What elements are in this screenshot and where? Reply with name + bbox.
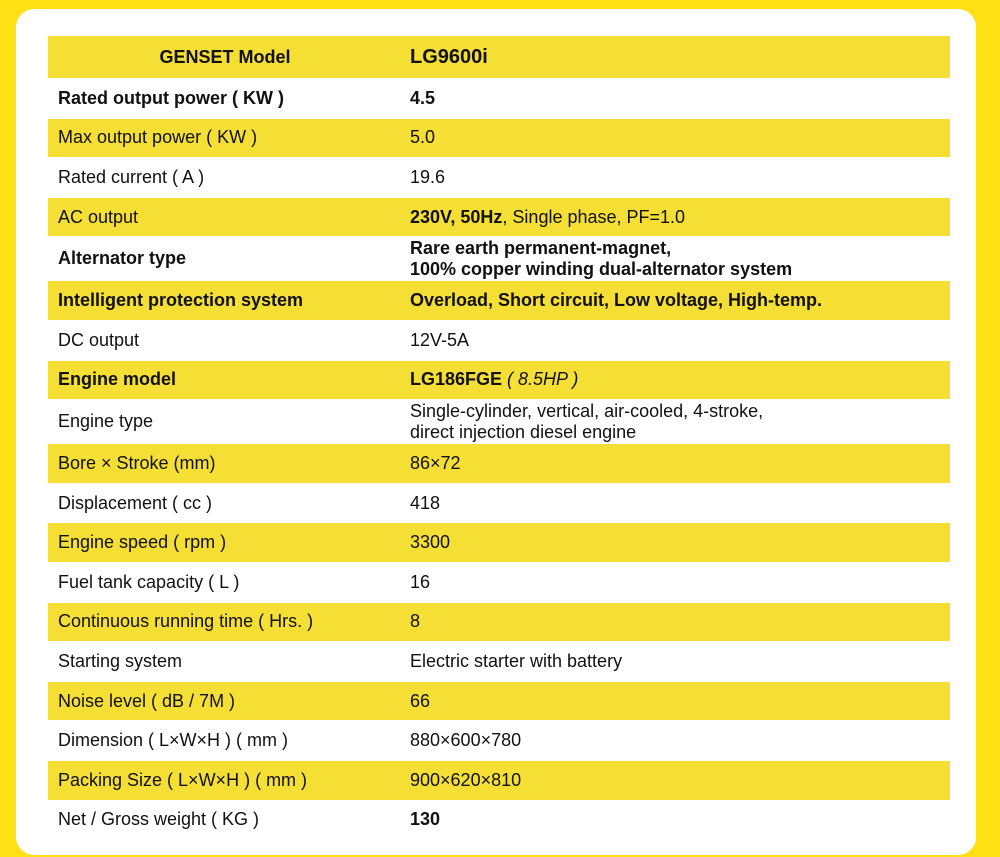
- row-value: Overload, Short circuit, Low voltage, High-temp.: [410, 290, 823, 311]
- row-label: Bore × Stroke (mm): [58, 452, 216, 473]
- header-model-value: LG9600i: [410, 45, 488, 68]
- row-label: Dimension ( L×W×H ) ( mm ): [58, 730, 289, 751]
- table-row: [48, 400, 950, 444]
- row-value: 8: [410, 611, 421, 632]
- table-row: [48, 361, 950, 401]
- row-label: Net / Gross weight ( KG ): [58, 809, 260, 830]
- row-label: Rated output power ( KW ): [58, 87, 284, 108]
- row-label: Max output power ( KW ): [58, 127, 258, 148]
- row-value: [410, 401, 950, 443]
- row-value: 12V-5A: [410, 329, 470, 350]
- row-value: 418: [410, 492, 441, 513]
- value-line-1: Rare earth permanent-magnet,: [410, 237, 672, 258]
- table-row: [48, 682, 950, 722]
- table-row: [48, 563, 950, 603]
- table-row: [48, 444, 950, 484]
- row-label: Rated current ( A ): [58, 166, 205, 187]
- row-value: 130: [410, 809, 441, 830]
- table-row: [48, 603, 950, 643]
- table-row: [48, 801, 950, 841]
- table-row: [48, 761, 950, 801]
- row-value: 4.5: [410, 87, 436, 108]
- table-row: [48, 642, 950, 682]
- header-label: GENSET Model: [159, 46, 291, 67]
- row-value: Electric starter with battery: [410, 650, 623, 671]
- row-label: Engine speed ( rpm ): [58, 532, 227, 553]
- row-value: 5.0: [410, 127, 436, 148]
- row-label: Noise level ( dB / 7M ): [58, 690, 236, 711]
- row-value: [410, 238, 950, 280]
- table-row: [48, 198, 950, 238]
- row-label: Intelligent protection system: [58, 290, 304, 311]
- row-value: 3300: [410, 532, 451, 553]
- row-value: 66: [410, 690, 431, 711]
- table-row: [48, 79, 950, 119]
- engine-model-hp: ( 8.5HP ): [502, 369, 579, 390]
- table-row: [48, 281, 950, 321]
- row-value: 86×72: [410, 452, 461, 473]
- row-label: Fuel tank capacity ( L ): [58, 571, 240, 592]
- table-row: [48, 721, 950, 761]
- ac-output-bold: 230V, 50Hz: [410, 206, 503, 227]
- row-label: Engine type: [58, 411, 154, 432]
- row-value: 16: [410, 571, 431, 592]
- engine-model-bold: LG186FGE: [410, 369, 503, 390]
- value-line-1: Single-cylinder, vertical, air-cooled, 4-stroke,: [410, 400, 764, 421]
- table-row: [48, 237, 950, 281]
- row-label: Packing Size ( L×W×H ) ( mm ): [58, 769, 308, 790]
- table-row: [48, 484, 950, 524]
- table-row: [48, 321, 950, 361]
- row-value: [410, 207, 950, 228]
- row-label: Starting system: [58, 650, 183, 671]
- row-value: 880×600×780: [410, 730, 522, 751]
- value-line-2: direct injection diesel engine: [410, 421, 637, 442]
- row-value: 900×620×810: [410, 769, 522, 790]
- ac-output-rest: , Single phase, PF=1.0: [502, 206, 686, 227]
- table-row: [48, 158, 950, 198]
- value-line-2: 100% copper winding dual-alternator system: [410, 258, 793, 279]
- table-header-row: [48, 36, 950, 79]
- table-row: [48, 119, 950, 159]
- table-row: [48, 523, 950, 563]
- row-label: Engine model: [58, 369, 177, 390]
- spec-table: [48, 36, 950, 840]
- row-label: Alternator type: [58, 248, 187, 269]
- row-value: 19.6: [410, 166, 446, 187]
- row-label: Displacement ( cc ): [58, 492, 213, 513]
- row-value: [410, 369, 950, 390]
- row-label: AC output: [58, 206, 139, 227]
- row-label: DC output: [58, 329, 140, 350]
- row-label: Continuous running time ( Hrs. ): [58, 611, 314, 632]
